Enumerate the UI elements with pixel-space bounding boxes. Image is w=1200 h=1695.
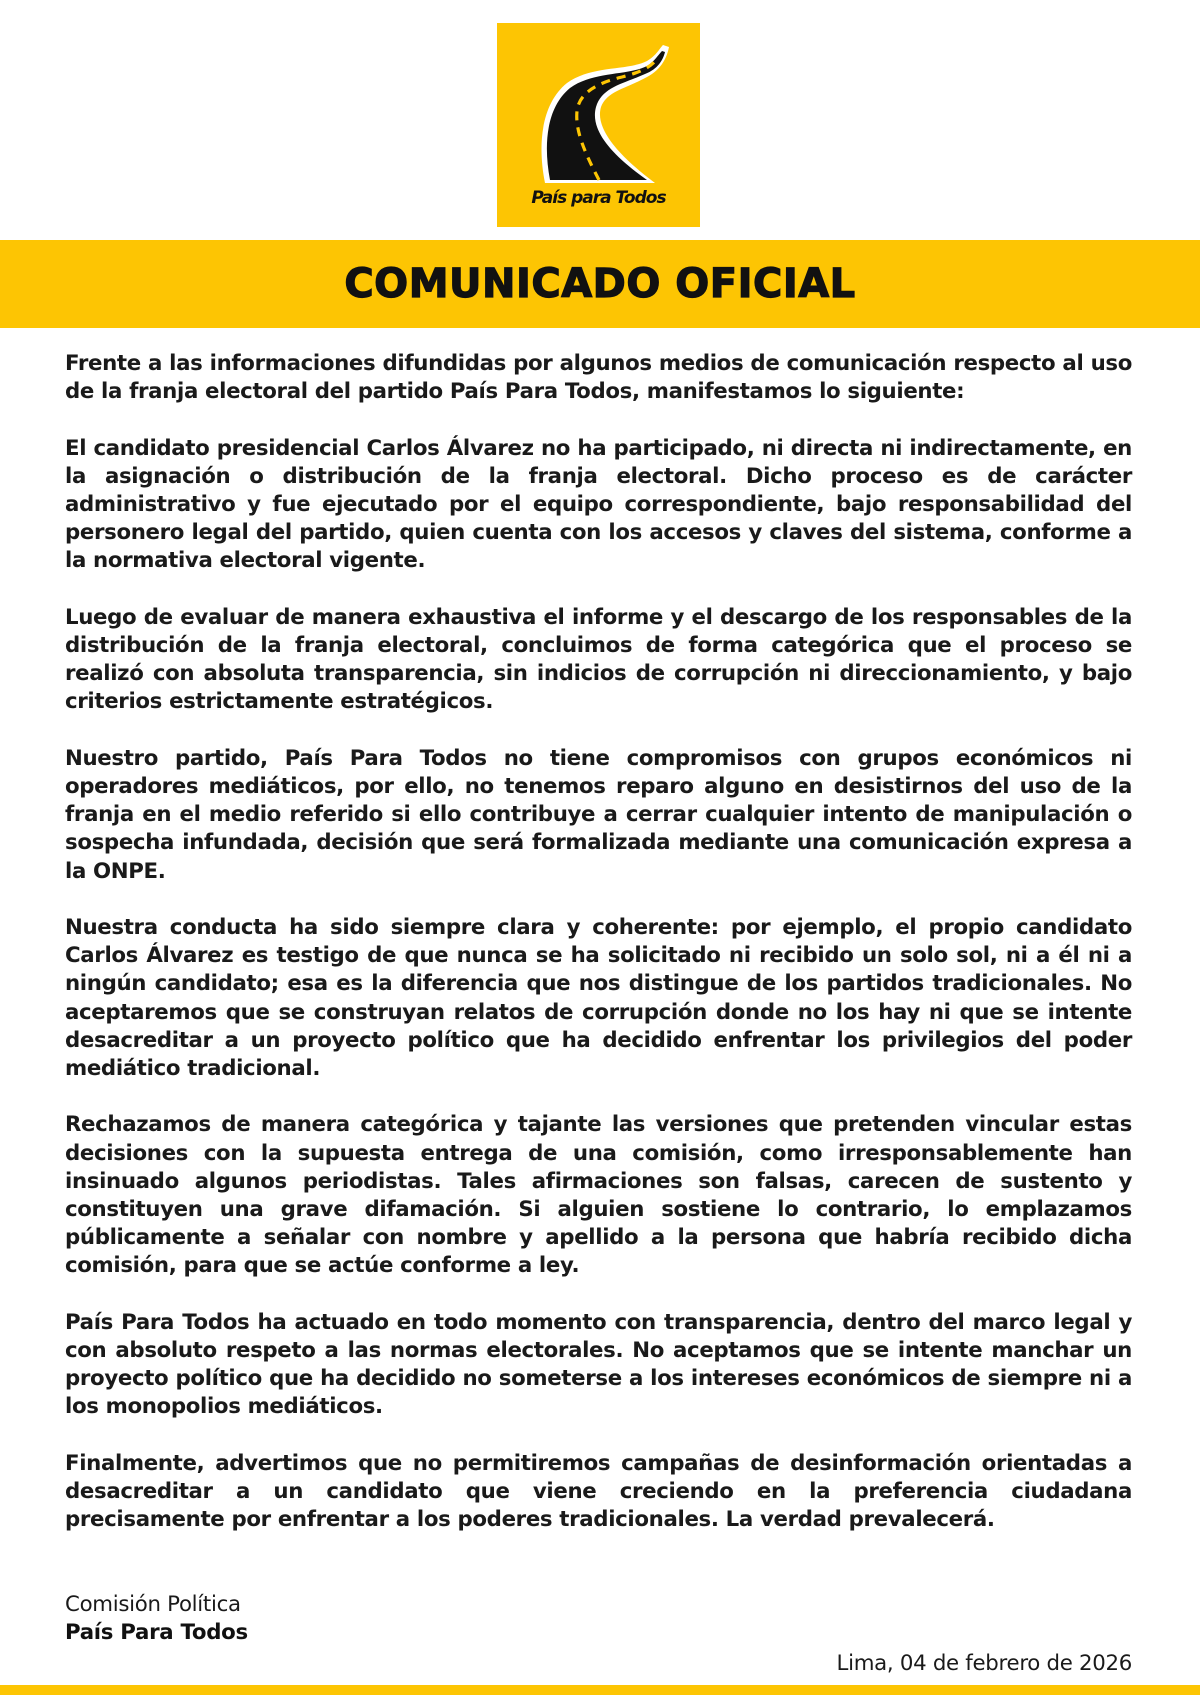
paragraph: Nuestra conducta ha sido siempre clara y coherente: por ejemplo, el propio candidato Carlos Álvarez es testigo de que nunca se ha solicitado ni recibido un solo sol, ni a él ni a ningún candidato; esa es la diferencia que nos distingue de los partidos tradicionales. No aceptaremos que se construyan relatos de corrupción donde no los hay ni que se intente desacreditar a un proyecto político que ha decidido enfrentar los privilegios del poder mediático tradicional. xyxy=(65,915,1132,1082)
title-banner xyxy=(0,240,1200,328)
paragraph: País Para Todos ha actuado en todo momento con transparencia, dentro del marco legal y con absoluto respeto a las normas electorales. No aceptamos que se intente manchar un proyecto político que ha decidido no someterse a los intereses económicos de siempre ni a los monopolios mediáticos. xyxy=(65,1309,1132,1420)
paragraph: Nuestro partido, País Para Todos no tiene compromisos con grupos económicos ni operadores mediáticos, por ello, no tenemos reparo alguno en desistirnos del uso de la franja en el medio referido si ello contribuye a cerrar cualquier intento de manipulación o sospecha infundada, decisión que será formalizada mediante una comunicación expresa a la ONPE. xyxy=(65,745,1132,884)
paragraph: Rechazamos de manera categórica y tajante las versiones que pretenden vincular estas decisiones con la supuesta entrega de una comisión, como irresponsablemente han insinuado algunos periodistas. Tales afirmaciones son falsas, carecen de sustento y constituyen una grave difamación. Si alguien sostiene lo contrario, lo emplazamos públicamente a señalar con nombre y apellido a la persona que habría recibido dicha comisión, para que se actúe conforme a ley. xyxy=(65,1112,1132,1279)
paragraph: Luego de evaluar de manera exhaustiva el informe y el descargo de los responsables de la distribución de la franja electoral, concluimos de forma categórica que el proceso se realizó con absoluta transparencia, sin indicios de corrupción ni direccionamiento, y bajo criterios estrictamente estratégicos. xyxy=(65,604,1132,715)
paragraph-intro: Frente a las informaciones difundidas por algunos medios de comunicación respecto al uso de la franja electoral del partido País Para Todos, manifestamos lo siguiente: xyxy=(65,351,1132,405)
paragraph-closing: Finalmente, advertimos que no permitiremos campañas de desinformación orientadas a desacreditar a un candidato que viene creciendo en la preferencia ciudadana precisamente por enfrentar a los poderes tradicionales. La verdad prevalecerá. xyxy=(65,1450,1132,1533)
signature-party: País Para Todos xyxy=(65,1620,248,1645)
party-logo xyxy=(497,23,700,227)
statement-body xyxy=(65,350,1132,1563)
logo-text: País para Todos xyxy=(531,188,666,208)
date-line: Lima, 04 de febrero de 2026 xyxy=(836,1651,1132,1676)
bottom-accent-bar xyxy=(0,1685,1200,1695)
page-title: COMUNICADO OFICIAL xyxy=(344,261,856,307)
paragraph: El candidato presidencial Carlos Álvarez no ha participado, ni directa ni indirectamente, en la asignación o distribución de la franja electoral. Dicho proceso es de carácter administrativo y fue ejecutado por el equipo correspondiente, bajo responsabilidad del personero legal del partido, quien cuenta con los accesos y claves del sistema, conforme a la normativa electoral vigente. xyxy=(65,435,1132,574)
signature-org: Comisión Política xyxy=(65,1592,241,1617)
